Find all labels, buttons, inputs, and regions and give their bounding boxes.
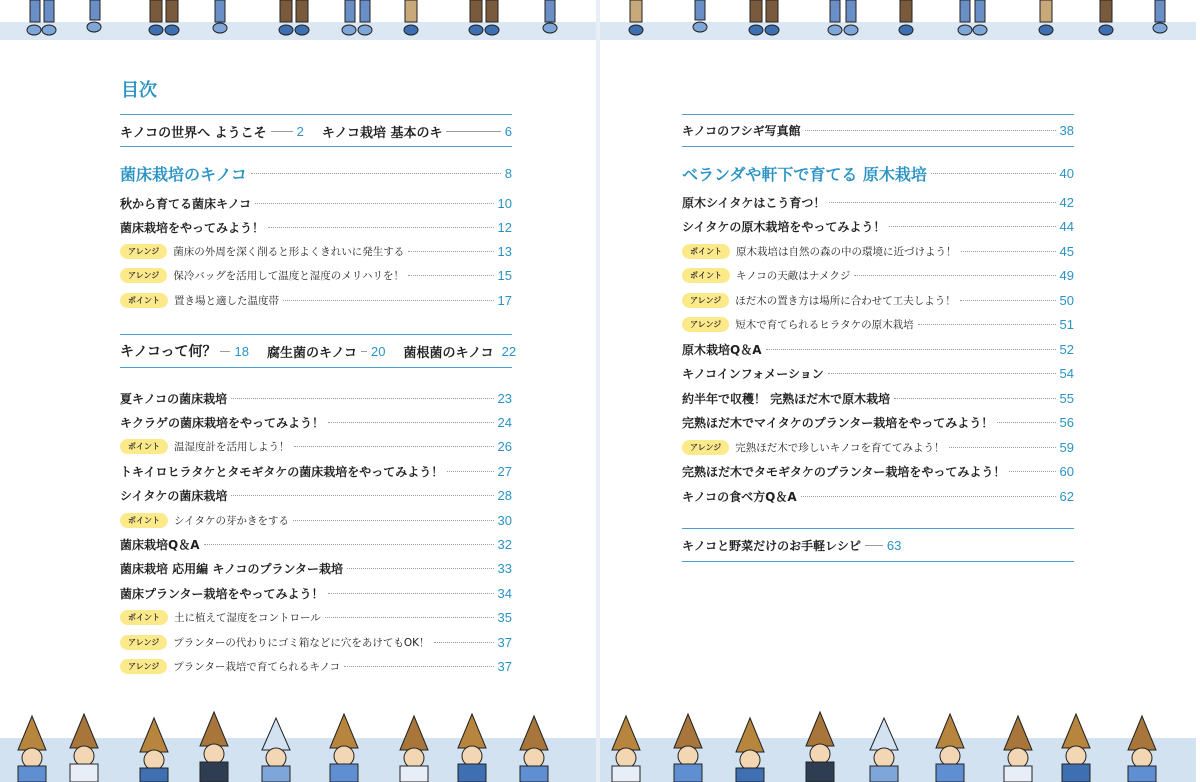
toc-entry-label: 約半年で収穫！ 完熟ほだ木で原木栽培 xyxy=(682,391,891,406)
section-heading-label: ベランダや軒下で育てる 原木栽培 xyxy=(682,164,927,184)
toc-entry-page: 60 xyxy=(1059,464,1074,479)
toc-entry-page: 55 xyxy=(1059,390,1074,406)
leader-line xyxy=(271,131,293,132)
toc-entry-page: 62 xyxy=(1059,488,1074,504)
toc-entry-label: キノコのフシギ写真館 xyxy=(682,123,801,138)
leader-line xyxy=(361,351,367,352)
toc-entry-label: キクラゲの菌床栽培をやってみよう！ xyxy=(120,415,325,430)
toc-entry[interactable] xyxy=(120,534,512,554)
toc-entry[interactable] xyxy=(120,510,512,530)
divider xyxy=(682,114,1074,115)
toc-entry-page: 8 xyxy=(504,165,512,181)
leader-line xyxy=(446,131,500,132)
toc-entry-label: 原木栽培Q＆A xyxy=(682,342,762,357)
middle-row xyxy=(120,340,517,362)
divider xyxy=(120,146,512,147)
toc-entry[interactable] xyxy=(120,486,512,506)
gnome-crowd-illustration xyxy=(0,710,596,782)
intro-row xyxy=(120,120,512,142)
toc-entry-label: 原木栽培は自然の森の中の環境に近づけよう！ xyxy=(736,245,957,258)
category-tag: アレンジ xyxy=(120,659,167,674)
leader-dots xyxy=(268,227,494,228)
toc-entry-label: 完熟ほだ木で珍しいキノコを育ててみよう！ xyxy=(735,441,945,454)
leader-dots xyxy=(1009,471,1055,472)
leader-dots xyxy=(960,300,1056,301)
toc-entry-page: 37 xyxy=(497,634,512,650)
toc-entry-label: 菌床栽培 応用編 キノコのプランター栽培 xyxy=(120,562,344,577)
toc-entry[interactable] xyxy=(120,193,512,213)
toc-entry-page: 49 xyxy=(1059,268,1074,283)
toc-entry[interactable] xyxy=(682,290,1074,310)
leader-dots xyxy=(931,173,1056,174)
toc-entry-page: 28 xyxy=(497,488,512,504)
toc-entry[interactable] xyxy=(682,437,1074,457)
toc-entry-label: シイタケの菌床栽培 xyxy=(120,489,228,504)
toc-entry[interactable] xyxy=(120,122,322,141)
leader-dots xyxy=(204,544,494,545)
leader-dots xyxy=(805,130,1056,131)
toc-entry-page: 6 xyxy=(504,123,512,139)
toc-entry-page: 59 xyxy=(1059,439,1074,455)
toc-entry-page: 52 xyxy=(1059,341,1074,357)
toc-entry-page: 40 xyxy=(1059,165,1074,181)
toc-entry[interactable] xyxy=(120,341,267,361)
toc-entry[interactable] xyxy=(682,315,1074,335)
toc-entry[interactable] xyxy=(267,342,404,361)
divider xyxy=(120,367,512,368)
gnome-crowd-illustration xyxy=(600,710,1196,782)
toc-entry-page: 30 xyxy=(497,512,512,528)
toc-entry-label: ほだ木の置き方は場所に合わせて工夫しよう！ xyxy=(735,294,956,307)
toc-entry-page: 33 xyxy=(497,561,512,577)
gnome-band-bottom-left xyxy=(0,710,596,782)
toc-entry-page: 38 xyxy=(1059,122,1074,138)
leader-dots xyxy=(328,422,494,423)
leader-dots xyxy=(251,173,501,174)
leader-dots xyxy=(918,324,1056,325)
toc-entry-page: 37 xyxy=(497,658,512,674)
leader-dots xyxy=(854,275,1055,276)
leader-dots xyxy=(997,422,1055,423)
toc-entry[interactable] xyxy=(120,559,512,579)
leader-dots xyxy=(447,471,493,472)
leader-dots xyxy=(828,373,1056,374)
toc-entry-label: 土に植えて湿度をコントロール xyxy=(174,612,321,625)
toc-entry-page: 42 xyxy=(1059,194,1074,210)
toc-entry[interactable] xyxy=(682,486,1074,506)
toc-entry[interactable] xyxy=(682,364,1074,384)
toc-entry-label: 夏キノコの菌床栽培 xyxy=(120,391,228,406)
toc-entry-page: 13 xyxy=(497,244,512,260)
toc-entry-label: 短木で育てられるヒラタケの原木栽培 xyxy=(735,319,914,331)
toc-entry[interactable] xyxy=(322,122,512,141)
leader-dots xyxy=(347,568,493,569)
toc-entry[interactable] xyxy=(120,608,512,628)
leader-dots xyxy=(949,447,1056,448)
toc-entry-page: 56 xyxy=(1059,415,1074,430)
toc-entry-label: トキイロヒラタケとタモギタケの菌床栽培をやってみよう！ xyxy=(120,464,444,479)
leader-dots xyxy=(408,251,493,252)
toc-entry-label: キノコと野菜だけのお手軽レシピ xyxy=(682,538,861,553)
toc-entry-label: 温湿度計を活用しよう！ xyxy=(174,441,290,454)
category-tag: ポイント xyxy=(120,439,168,454)
leader-line xyxy=(220,351,230,352)
toc-entry[interactable] xyxy=(682,266,1074,286)
toc-entry-label: 保冷バッグを活用して温度と湿度のメリハリを！ xyxy=(173,270,404,283)
toc-entry[interactable] xyxy=(682,192,1074,212)
toc-entry-label: 菌床栽培Q＆A xyxy=(120,537,200,552)
category-tag: アレンジ xyxy=(120,268,167,283)
right-page xyxy=(600,0,1196,782)
leader-dots xyxy=(231,398,493,399)
leader-dots xyxy=(325,617,494,618)
toc-entry-label: 完熟ほだ木でマイタケのプランター栽培をやってみよう！ xyxy=(682,416,994,430)
toc-entry[interactable] xyxy=(682,388,1074,408)
toc-entry[interactable] xyxy=(120,656,512,676)
divider xyxy=(682,528,1074,529)
leader-dots xyxy=(231,495,493,496)
toc-entry-page: 45 xyxy=(1059,243,1074,259)
category-tag: アレンジ xyxy=(682,317,729,332)
toc-entry-page: 10 xyxy=(497,195,512,211)
leader-dots xyxy=(961,251,1056,252)
toc-entry-page: 22 xyxy=(501,343,517,359)
toc-entry[interactable] xyxy=(682,339,1074,359)
divider xyxy=(120,334,512,335)
toc-entry-page: 18 xyxy=(234,343,249,359)
toc-entry-page: 20 xyxy=(371,343,386,359)
toc-entry-label: キノコの世界へ ようこそ xyxy=(120,125,267,141)
toc-entry-label: キノコの食べ方Q＆A xyxy=(682,489,797,504)
toc-entry-label: 置き場と適した温度帯 xyxy=(174,294,279,307)
toc-entry-label: 完熟ほだ木でタモギタケのプランター栽培をやってみよう！ xyxy=(682,465,1006,479)
left-page xyxy=(0,0,596,782)
category-tag: ポイント xyxy=(682,268,730,283)
section-heading[interactable] xyxy=(682,161,1074,185)
toc-entry-page: 2 xyxy=(296,123,304,139)
toc-entry-label: シイタケの芽かきをする xyxy=(174,514,289,527)
leader-dots xyxy=(255,203,493,204)
toc-entry-label: 腐生菌のキノコ xyxy=(266,345,358,361)
toc-entry-page: 44 xyxy=(1059,219,1074,234)
toc-entry-page: 63 xyxy=(886,537,902,553)
toc-entry-label: シイタケの原木栽培をやってみよう！ xyxy=(682,220,886,234)
leader-dots xyxy=(434,642,494,643)
toc-entry[interactable] xyxy=(120,242,512,262)
toc-entry-page: 51 xyxy=(1059,317,1074,332)
toc-entry[interactable] xyxy=(120,632,512,652)
divider xyxy=(120,114,512,115)
leader-dots xyxy=(894,398,1055,399)
toc-entry-label: プランターの代わりにゴミ箱などに穴をあけてもOK！ xyxy=(173,636,430,649)
toc-entry-page: 17 xyxy=(497,292,512,308)
toc-entry[interactable] xyxy=(120,583,512,603)
section-heading-label: 菌床栽培のキノコ xyxy=(120,164,247,184)
category-tag: アレンジ xyxy=(682,440,729,455)
toc-title: 目次 xyxy=(121,80,157,101)
leader-dots xyxy=(294,446,494,447)
toc-entry-page: 15 xyxy=(497,268,512,284)
toc-entry-page: 23 xyxy=(497,390,512,406)
leader-dots xyxy=(408,275,494,276)
toc-entry[interactable] xyxy=(682,217,1074,237)
category-tag: アレンジ xyxy=(120,244,167,259)
toc-entry-label: プランター栽培で育てられるキノコ xyxy=(173,660,341,673)
toc-entry-page: 54 xyxy=(1059,366,1074,381)
gnome-band-bottom-right xyxy=(600,710,1196,782)
leader-dots xyxy=(766,349,1056,350)
divider xyxy=(682,146,1074,147)
toc-entry[interactable] xyxy=(120,437,512,457)
toc-entry-label: キノコ栽培 基本のキ xyxy=(321,125,443,141)
category-tag: ポイント xyxy=(120,610,168,625)
toc-entry-page: 24 xyxy=(497,414,512,430)
leader-dots xyxy=(328,593,494,594)
category-tag: アレンジ xyxy=(682,293,729,308)
toc-entry-label: 秋から育てる菌床キノコ xyxy=(120,196,252,211)
toc-entry[interactable] xyxy=(120,388,512,408)
leader-dots xyxy=(344,666,493,667)
toc-entry-label: 菌床の外周を深く削ると形よくきれいに発生する xyxy=(173,246,405,259)
toc-entry[interactable] xyxy=(682,535,902,555)
divider xyxy=(682,561,1074,562)
toc-entry-page: 26 xyxy=(497,439,512,455)
section-heading[interactable] xyxy=(120,161,512,185)
toc-entry-label: キノコインフォメーション xyxy=(682,367,824,381)
toc-entry[interactable] xyxy=(682,241,1074,261)
toc-entry-page: 50 xyxy=(1059,292,1074,308)
leader-dots xyxy=(293,520,494,521)
toc-entry-label: 菌根菌のキノコ xyxy=(403,345,494,361)
toc-entry-label: キノコって何？ xyxy=(120,344,217,360)
toc-entry-page: 35 xyxy=(497,610,512,626)
toc-entry[interactable] xyxy=(120,412,512,432)
toc-entry-page: 34 xyxy=(497,585,512,601)
toc-entry-label: 菌床栽培をやってみよう！ xyxy=(120,220,265,235)
toc-entry[interactable] xyxy=(682,413,1074,433)
toc-entry[interactable] xyxy=(682,120,1074,140)
table-of-contents-right xyxy=(600,0,1196,782)
category-tag: ポイント xyxy=(120,513,168,528)
toc-entry[interactable] xyxy=(682,462,1074,482)
table-of-contents-left xyxy=(0,0,596,782)
category-tag: アレンジ xyxy=(120,635,167,650)
toc-entry-label: キノコの天敵はナメクジ xyxy=(736,270,851,282)
toc-entry[interactable] xyxy=(120,266,512,286)
leader-line xyxy=(865,545,883,546)
toc-entry[interactable] xyxy=(120,217,512,237)
toc-entry-label: 原木シイタケはこう育つ！ xyxy=(682,195,826,210)
toc-entry[interactable] xyxy=(120,461,512,481)
leader-dots xyxy=(801,496,1056,497)
toc-entry-page: 12 xyxy=(497,219,512,235)
leader-dots xyxy=(283,300,494,301)
toc-entry[interactable] xyxy=(404,342,517,361)
leader-dots xyxy=(889,226,1055,227)
category-tag: ポイント xyxy=(120,293,168,308)
toc-entry-label: 菌床プランター栽培をやってみよう！ xyxy=(120,586,324,601)
category-tag: ポイント xyxy=(682,244,730,259)
leader-dots xyxy=(829,202,1055,203)
toc-entry-page: 27 xyxy=(497,463,512,479)
toc-entry[interactable] xyxy=(120,290,512,310)
toc-entry-page: 32 xyxy=(497,536,512,552)
